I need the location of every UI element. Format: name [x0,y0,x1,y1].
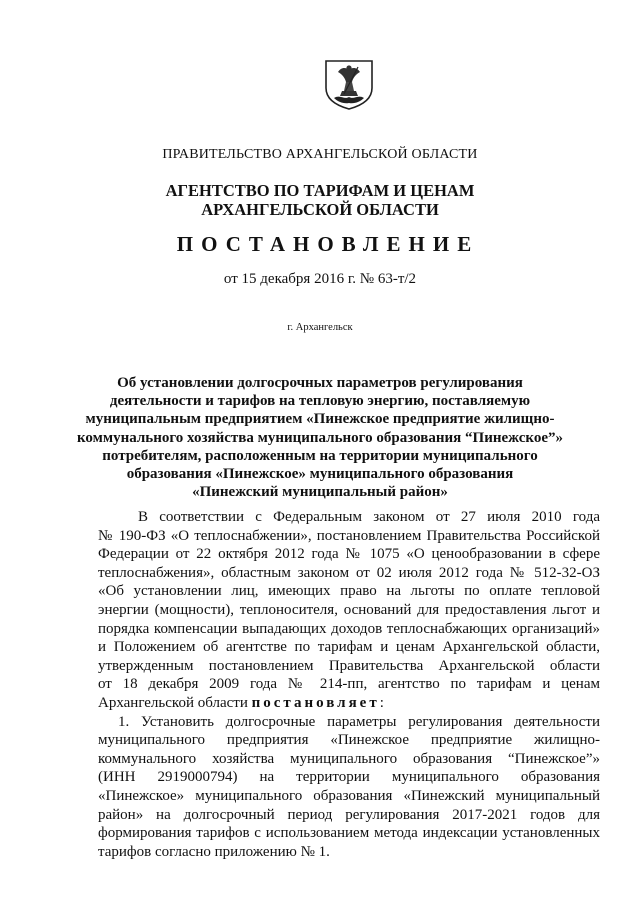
preamble-paragraph [98,508,600,713]
subject-line: Об установлении долгосрочных параметров регулирования [117,375,523,391]
item-1-line: муниципального предприятия «Пинежское предприятие жилищно- [98,732,600,749]
item-1-line: коммунального хозяйства муниципального образования “Пинежское”» [98,750,600,767]
preamble-line: и Положением об агентстве по тарифам и ценам Архангельской области, [98,639,600,656]
coat-of-arms-emblem [322,58,376,110]
item-1-line: район» на долгосрочный период регулирования 2017-2021 годов для [98,806,600,823]
item-1-line: тарифов согласно приложению № 1. [98,843,330,860]
preamble-line: от 18 декабря 2009 года № 214-пп, агентство по тарифам и ценам [98,676,600,693]
preamble-colon: : [379,694,384,711]
preamble-line: Федерации от 22 октября 2012 года № 1075 «О ценообразовании в сфере [98,546,600,563]
preamble-line: В соответствии с Федеральным законом от 27 июля 2010 года [138,509,600,525]
decree-body [98,508,600,861]
decree-subject [0,374,640,501]
agency-name-line-1: АГЕНТСТВО ПО ТАРИФАМ И ЦЕНАМ [165,181,475,200]
agency-name [0,181,640,219]
decree-date-number: от 15 декабря 2016 г. № 63-т/2 [223,271,417,287]
preamble-last-text: Архангельской области [98,694,248,711]
item-1-line: (ИНН 2919000794) на территории муниципального образования [98,769,600,786]
subject-line: коммунального хозяйства муниципального образования “Пинежское”» [76,429,563,446]
subject-line: деятельности и тарифов на тепловую энергию, поставляемую [109,393,531,410]
subject-line: «Пинежский муниципальный район» [192,484,448,501]
preamble-last-line [98,694,600,713]
city-name: г. Архангельск [287,322,353,333]
preamble-line: утвержденным постановлением Правительства Архангельской области [98,657,600,674]
item-1-paragraph [98,713,600,862]
subject-line: образования «Пинежское» муниципального образования [126,466,514,483]
item-1-line: 1. Установить долгосрочные параметры регулирования деятельности [118,713,600,730]
preamble-line: порядка компенсации выпадающих доходов теплоснабжающих организаций» [98,620,600,637]
document-type-title: ПОСТАНОВЛЕНИЕ [176,232,480,256]
preamble-line: теплоснабжения», областным законом от 02 июля 2012 года № 512-32-ОЗ [98,564,600,581]
subject-line: потребителям, расположенным на территории муниципального [102,447,538,464]
item-1-line: «Пинежское» муниципального образования «Пинежский муниципальный [98,787,600,804]
preamble-line: «Об установлении лиц, имеющих право на льготы по оплате тепловой [98,583,600,600]
preamble-line: энергии (мощности), теплоносителя, оснований для предоставления льгот и [98,601,600,618]
preamble-line: № 190-ФЗ «О теплоснабжении», постановлением Правительства Российской [98,527,600,544]
decrees-word: постановляет [251,694,380,711]
government-title: ПРАВИТЕЛЬСТВО АРХАНГЕЛЬСКОЙ ОБЛАСТИ [162,147,478,162]
subject-line: муниципальным предприятием «Пинежское предприятие жилищно- [85,411,555,428]
agency-name-line-2: АРХАНГЕЛЬСКОЙ ОБЛАСТИ [201,200,439,219]
item-1-line: формирования тарифов с использованием метода индексации установленных [98,825,600,842]
